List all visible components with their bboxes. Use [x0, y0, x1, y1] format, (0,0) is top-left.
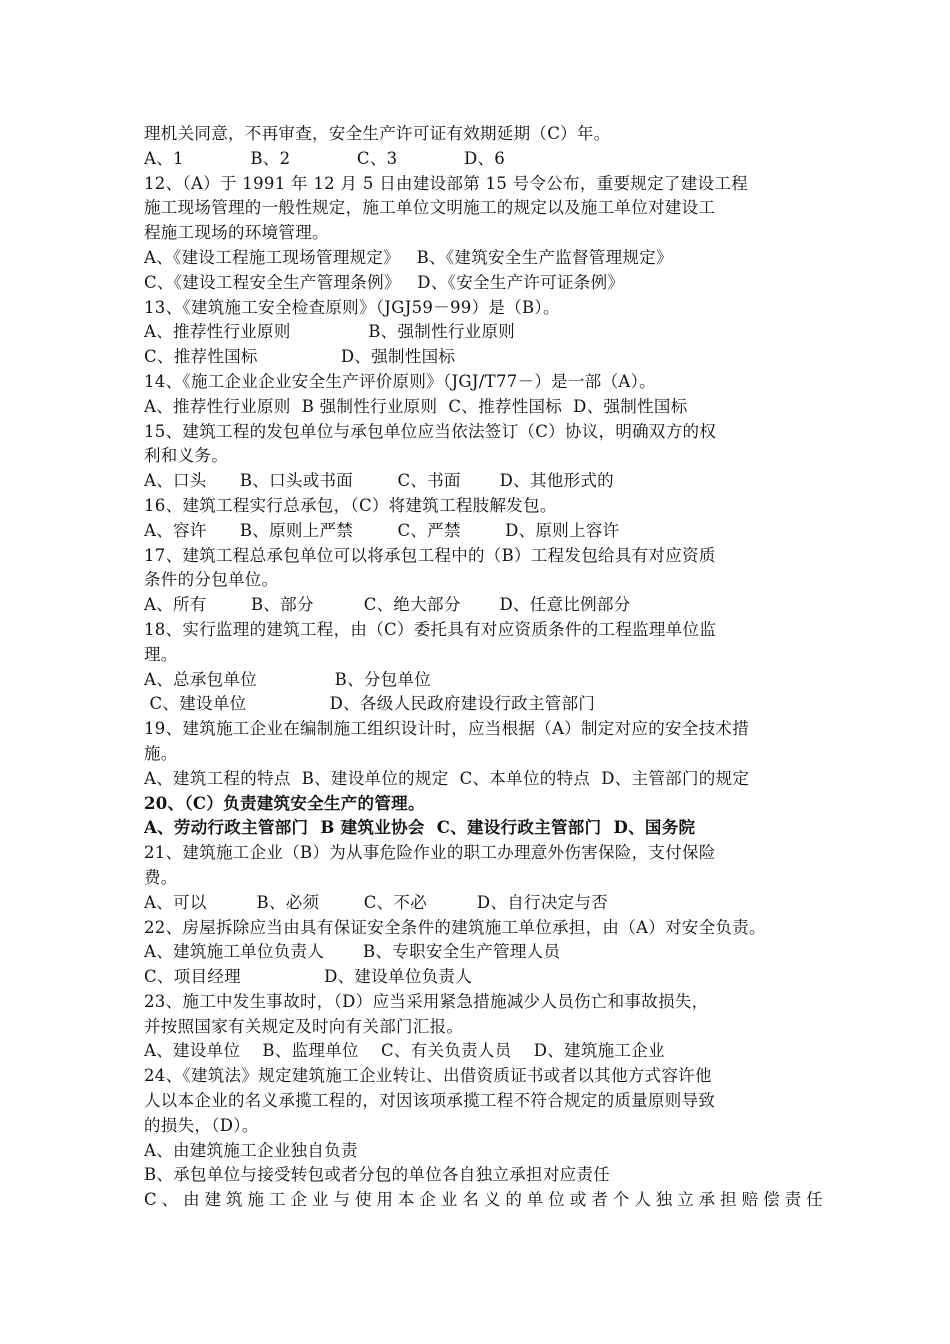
text-line: 22、房屋拆除应当由具有保证安全条件的建筑施工单位承担，由（A）对安全负责。	[144, 917, 766, 937]
text-line: A、推荐性行业原则 B 强制性行业原则 C、推荐性国标 D、强制性国标	[144, 396, 688, 416]
text-line: 12、（A）于 1991 年 12 月 5 日由建设部第 15 号令公布，重要规定了建设工程	[144, 173, 748, 193]
text-line: A、建筑工程的特点 B、建设单位的规定 C、本单位的特点 D、主管部门的规定	[144, 768, 750, 788]
text-line: 18、实行监理的建筑工程，由（C）委托具有对应资质条件的工程监理单位监	[144, 619, 717, 639]
text-line: A、可以 B、必须 C、不必 D、自行决定与否	[144, 892, 609, 912]
text-line: 24、《建筑法》规定建筑施工企业转让、出借资质证书或者以其他方式容许他	[144, 1066, 712, 1086]
text-line: A、建设单位 B、监理单位 C、有关负责人员 D、建筑施工企业	[144, 1041, 665, 1061]
text-line: 人以本企业的名义承揽工程的，对因该项承揽工程不符合规定的质量原则导致	[144, 1091, 716, 1111]
text-line: A、容许 B、原则上严禁 C、严禁 D、原则上容许	[144, 520, 620, 540]
text-line: A、建筑施工单位负责人 B、专职安全生产管理人员	[144, 942, 561, 962]
text-line: A、所有 B、部分 C、绝大部分 D、任意比例部分	[144, 595, 631, 615]
document-body	[144, 122, 824, 1213]
text-line: 19、建筑施工企业在编制施工组织设计时，应当根据（A）制定对应的安全技术措	[144, 719, 750, 739]
text-line: 21、建筑施工企业（B）为从事危险作业的职工办理意外伤害保险，支付保险	[144, 843, 716, 863]
text-line: 程施工现场的环境管理。	[144, 223, 329, 243]
text-line: 施。	[144, 743, 178, 763]
text-line: A、由建筑施工企业独自负责	[144, 1140, 358, 1160]
text-line: C、项目经理 D、建设单位负责人	[144, 967, 473, 987]
text-line: C、由建筑施工企业与使用本企业名义的单位或者个人独立承担赔偿责任	[144, 1190, 824, 1210]
text-line: 并按照国家有关规定及时向有关部门汇报。	[144, 1016, 464, 1036]
text-line: 理。	[144, 644, 178, 664]
text-line: A、1 B、2 C、3 D、6	[144, 148, 506, 168]
text-line: 的损失，（D）。	[144, 1115, 259, 1135]
text-line: A、劳动行政主管部门 B 建筑业协会 C、建设行政主管部门 D、国务院	[144, 818, 696, 838]
text-line: 14、《施工企业企业安全生产评价原则》（JGJ/T77－）是一部（A）。	[144, 371, 656, 391]
text-line: 利和义务。	[144, 446, 228, 466]
text-line: A、推荐性行业原则 B、强制性行业原则	[144, 322, 516, 342]
text-line: 理机关同意，不再审查，安全生产许可证有效期延期（C）年。	[144, 124, 611, 143]
text-line: C、推荐性国标 D、强制性国标	[144, 347, 456, 367]
text-line: 费。	[144, 867, 178, 887]
text-line: 17、建筑工程总承包单位可以将承包工程中的（B）工程发包给具有对应资质	[144, 545, 716, 565]
text-line: 13、《建筑施工安全检查原则》（JGJ59－99）是（B）。	[144, 297, 560, 317]
text-line: C、建设单位 D、各级人民政府建设行政主管部门	[144, 694, 596, 714]
text-line: 16、建筑工程实行总承包，（C）将建筑工程肢解发包。	[144, 495, 557, 515]
text-line: B、承包单位与接受转包或者分包的单位各自独立承担对应责任	[144, 1165, 611, 1185]
text-line: 条件的分包单位。	[144, 570, 279, 590]
text-line: 施工现场管理的一般性规定，施工单位文明施工的规定以及施工单位对建设工	[144, 198, 716, 218]
text-line: A、总承包单位 B、分包单位	[144, 669, 432, 689]
text-line: 15、建筑工程的发包单位与承包单位应当依法签订（C）协议，明确双方的权	[144, 421, 717, 441]
text-line: A、口头 B、口头或书面 C、书面 D、其他形式的	[144, 471, 614, 491]
text-line: A、《建设工程施工现场管理规定》 B、《建筑安全生产监督管理规定》	[144, 247, 673, 267]
text-line: 20、（C）负责建筑安全生产的管理。	[144, 793, 425, 813]
text-line: 23、施工中发生事故时，（D）应当采用紧急措施减少人员伤亡和事故损失，	[144, 991, 709, 1011]
text-line: C、《建设工程安全生产管理条例》 D、《安全生产许可证条例》	[144, 272, 625, 292]
